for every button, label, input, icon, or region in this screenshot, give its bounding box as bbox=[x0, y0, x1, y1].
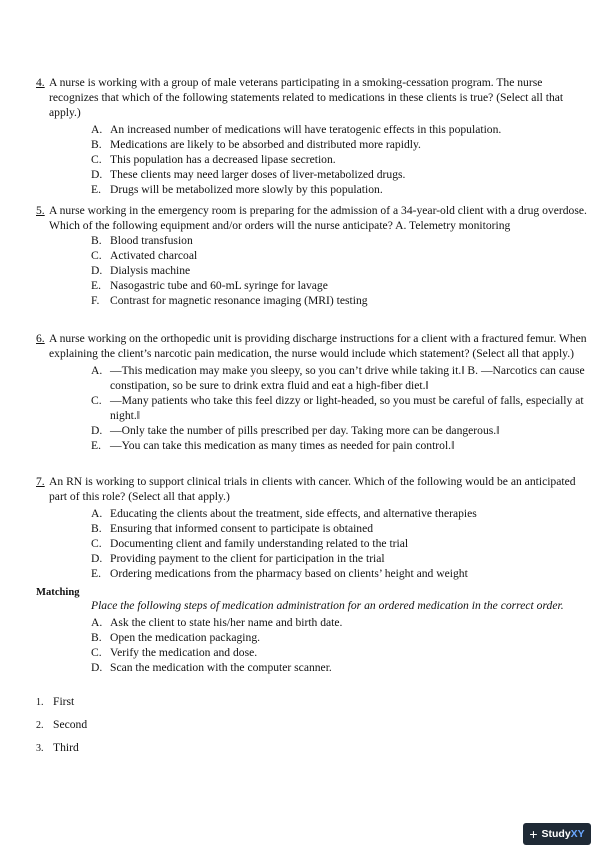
question-number: 4. bbox=[36, 76, 45, 89]
question-4 bbox=[36, 75, 590, 197]
option-list bbox=[91, 122, 590, 197]
question-5 bbox=[36, 203, 590, 308]
question-stem: A nurse working on the orthopedic unit is providing discharge instructions for a client with a fractured femur. When explaining the client’s narcotic pain medication, the nurse would include which statement? (Select all that apply.) bbox=[49, 332, 587, 360]
option-item: C. Documenting client and family understanding related to the trial bbox=[91, 537, 409, 550]
option-item: E. Ordering medications from the pharmacy based on clients’ height and weight bbox=[91, 567, 468, 580]
option-item: C. Activated charcoal bbox=[91, 249, 198, 262]
option-item: C. This population has a decreased lipase secretion. bbox=[91, 153, 336, 166]
matching-instruction: Place the following steps of medication administration for an ordered medication in the correct order. bbox=[91, 599, 564, 612]
question-6 bbox=[36, 331, 590, 453]
option-item: D. ―Only take the number of pills prescribed per day. Taking more can be dangerous.‖ bbox=[91, 424, 500, 437]
matching-option: D. Scan the medication with the computer scanner. bbox=[91, 661, 332, 674]
option-item: A. An increased number of medications will have teratogenic effects in this population. bbox=[91, 123, 502, 136]
option-item: E. ―You can take this medication as many times as needed for pain control.‖ bbox=[91, 439, 455, 452]
option-item: E. Drugs will be metabolized more slowly by this population. bbox=[91, 183, 383, 196]
option-item: D. These clients may need larger doses of liver-metabolized drugs. bbox=[91, 168, 406, 181]
question-number: 7. bbox=[36, 475, 45, 488]
option-list bbox=[91, 506, 590, 581]
option-item: A. ―This medication may make you sleepy, so you can’t drive while taking it.‖ B. ―Narcotics can cause constipation, so be sure to drink extra fluid and eat a high-fiber diet.‖ bbox=[91, 364, 585, 392]
order-item-first: 1. First bbox=[36, 695, 75, 708]
matching-option-list bbox=[91, 615, 591, 675]
plus-icon: + bbox=[529, 826, 538, 842]
matching-option: A. Ask the client to state his/her name and birth date. bbox=[91, 616, 343, 629]
question-number: 6. bbox=[36, 332, 45, 345]
matching-heading: Matching bbox=[36, 587, 80, 598]
option-list bbox=[91, 233, 590, 308]
matching-block bbox=[91, 598, 591, 675]
option-item: E. Nasogastric tube and 60-mL syringe for lavage bbox=[91, 279, 328, 292]
option-item: B. Blood transfusion bbox=[91, 234, 193, 247]
option-list bbox=[91, 363, 590, 453]
order-item-third: 3. Third bbox=[36, 741, 79, 754]
question-number: 5. bbox=[36, 204, 45, 217]
question-stem: An RN is working to support clinical trials in clients with cancer. Which of the following would be an anticipated part of this role? (Select all that apply.) bbox=[49, 475, 576, 503]
question-7 bbox=[36, 474, 590, 581]
question-stem: A nurse working in the emergency room is preparing for the admission of a 34-year-old client with a drug overdose. Which of the following equipment and/or orders will the nurse anticipate? A. Telemetry monitoring bbox=[49, 204, 587, 232]
option-item: A. Educating the clients about the treatment, side effects, and alternative therapies bbox=[91, 507, 477, 520]
option-item: B. Ensuring that informed consent to participate is obtained bbox=[91, 522, 374, 535]
option-item: C. ―Many patients who take this feel dizzy or light-headed, so you must be careful of falls, especially at night.‖ bbox=[91, 394, 584, 422]
badge-label: StudyXY bbox=[541, 828, 585, 840]
option-item: B. Medications are likely to be absorbed and distributed more rapidly. bbox=[91, 138, 421, 151]
option-item: D. Providing payment to the client for participation in the trial bbox=[91, 552, 385, 565]
question-stem: A nurse is working with a group of male veterans participating in a smoking-cessation program. The nurse recognizes that which of the following statements related to medications in these clients is true? (Select all that apply.) bbox=[49, 76, 564, 119]
matching-option: C. Verify the medication and dose. bbox=[91, 646, 258, 659]
option-item: F. Contrast for magnetic resonance imaging (MRI) testing bbox=[91, 294, 368, 307]
studyxy-badge[interactable] bbox=[523, 823, 591, 845]
order-item-second: 2. Second bbox=[36, 718, 88, 731]
matching-option: B. Open the medication packaging. bbox=[91, 631, 261, 644]
option-item: D. Dialysis machine bbox=[91, 264, 191, 277]
